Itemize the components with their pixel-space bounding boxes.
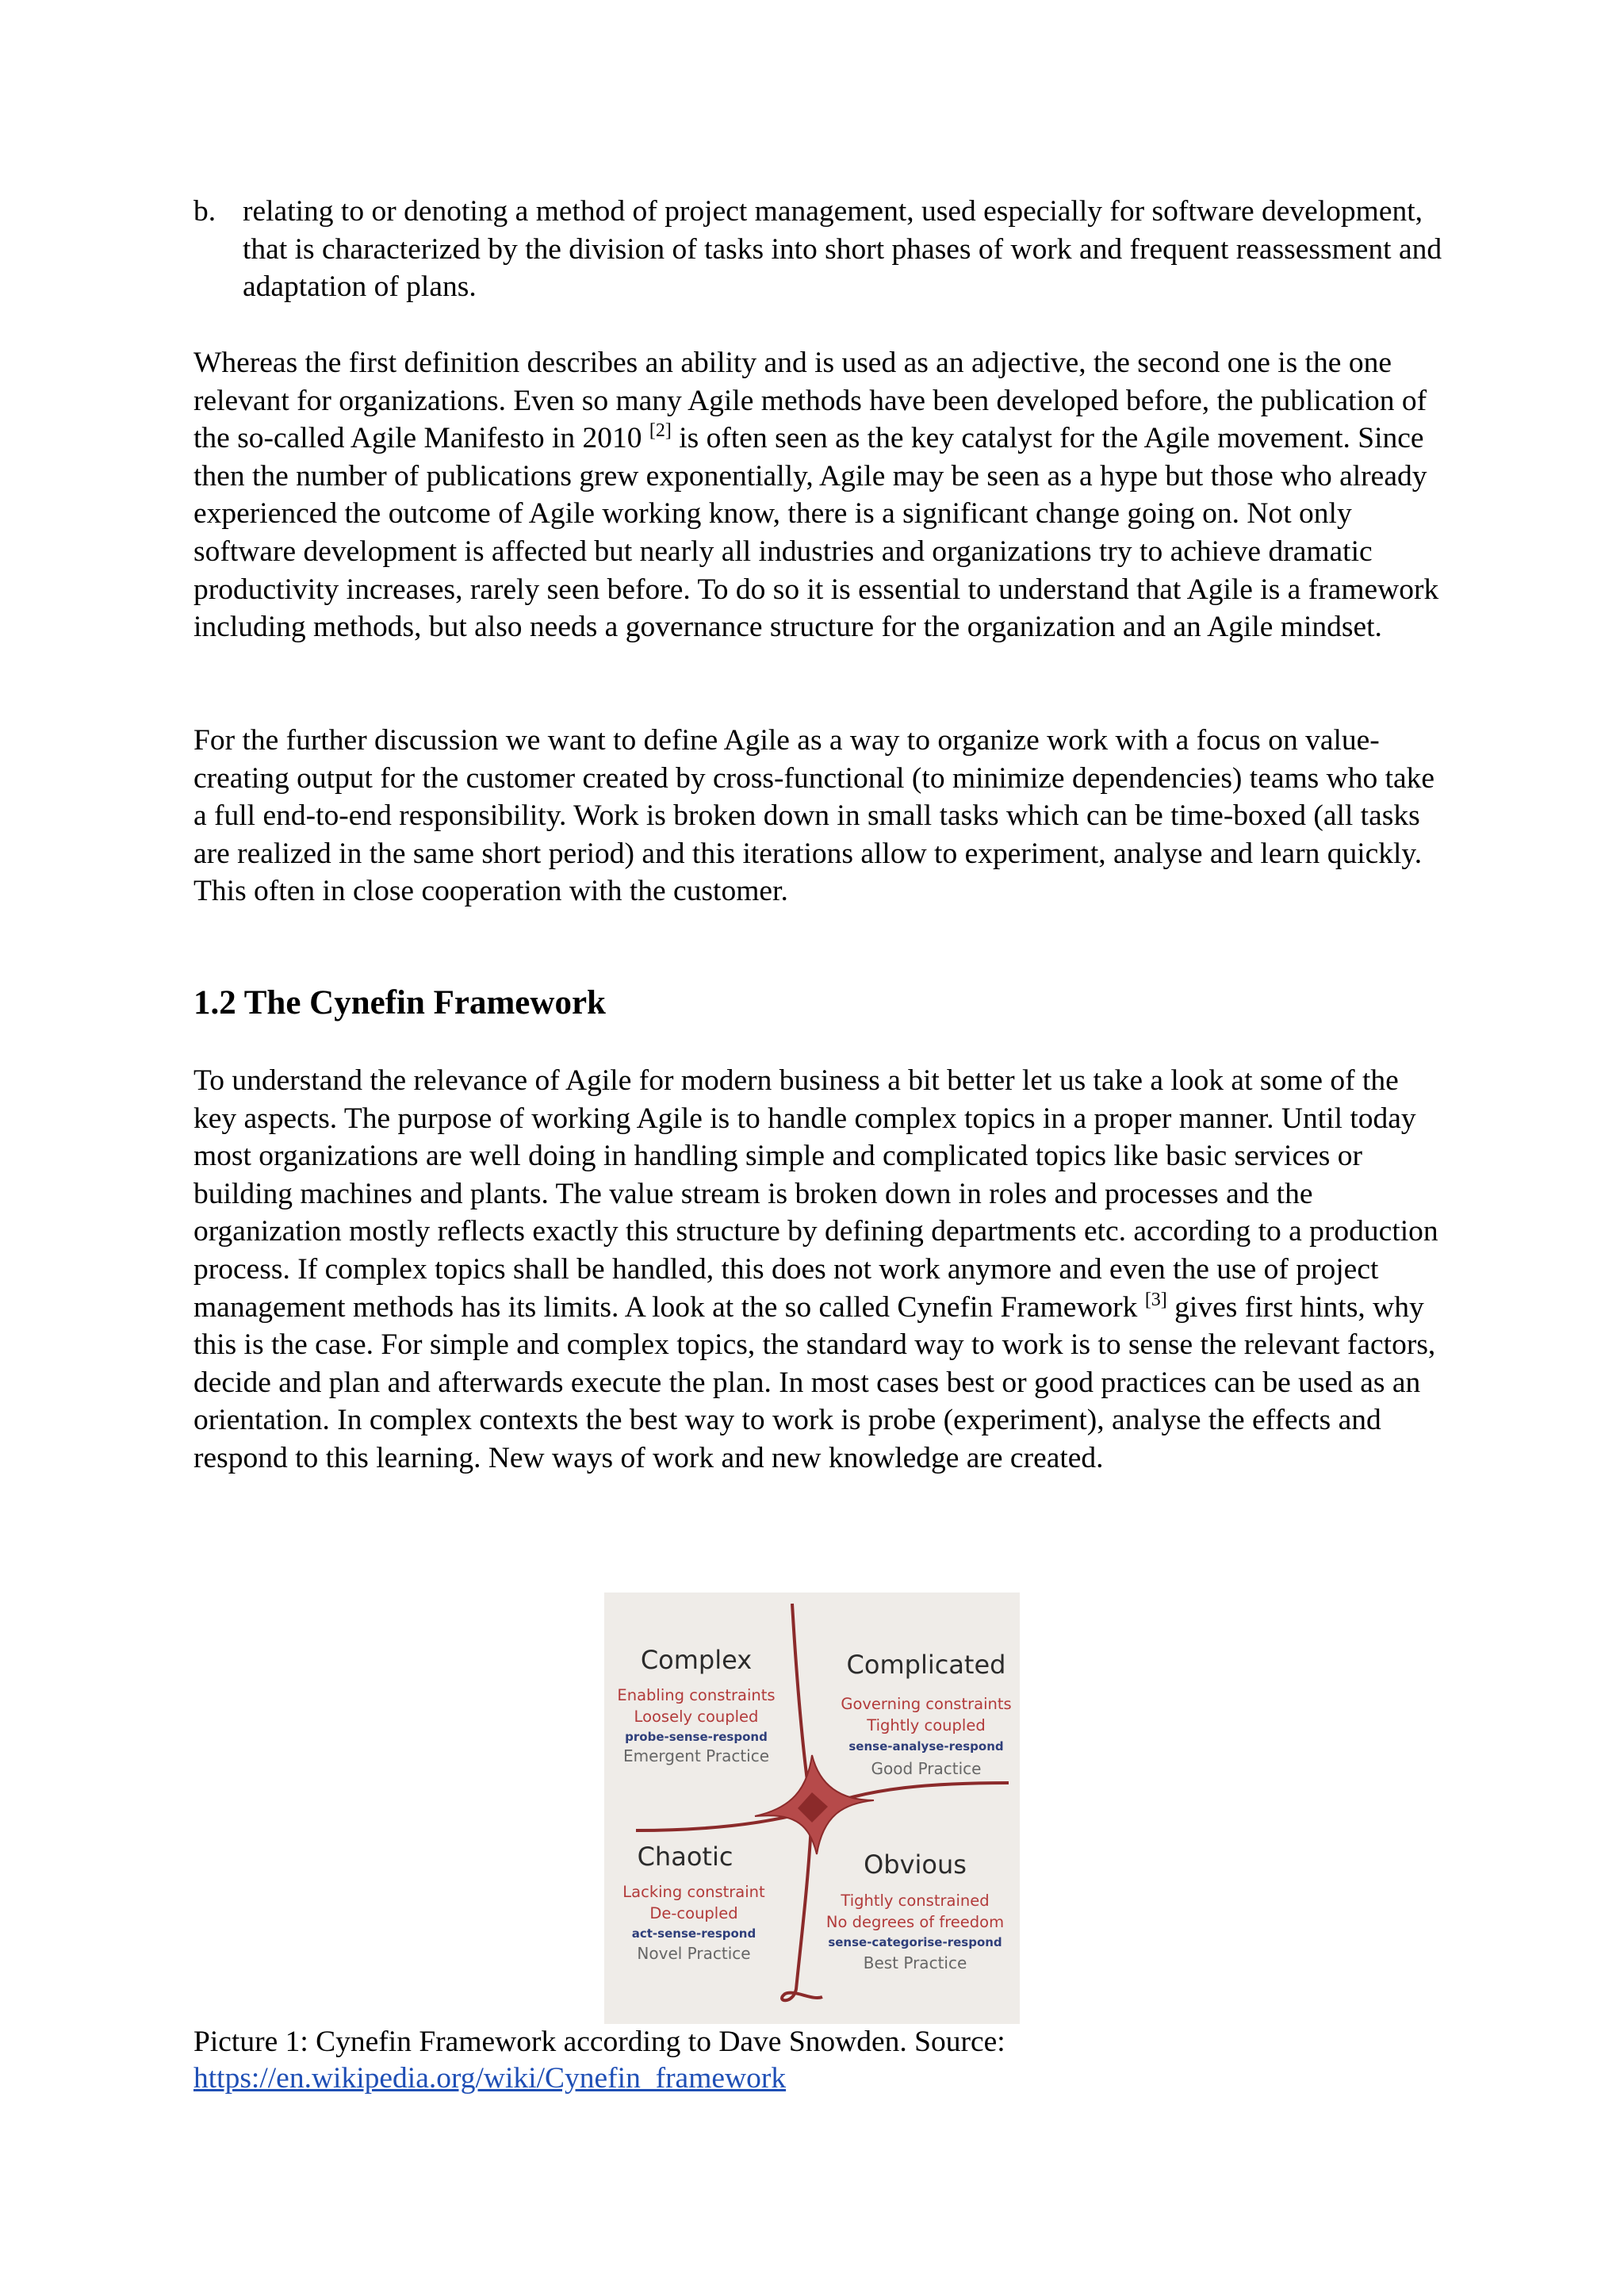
- chaotic-line1: Lacking constraint: [622, 1883, 765, 1901]
- paragraph-text: For the further discussion we want to define Agile as a way to organize work with a focus on value-creating output for the customer created by cross-functional (to minimize dependencies) teams who take a full end-to-end responsibility. Work is broken down in small tasks which can be time-boxed (all tasks are realized in the same short period) and this iterations allow to experiment, analyse and learn quickly. This often in close cooperation with the customer.: [193, 724, 1435, 908]
- complicated-line1: Governing constraints: [841, 1695, 1012, 1713]
- chaotic-line4: Novel Practice: [637, 1944, 751, 1963]
- figure-caption: [193, 2024, 1383, 2097]
- paragraph-agile-manifesto: [193, 344, 1446, 646]
- complicated-line2: Tightly coupled: [867, 1716, 986, 1734]
- caption-text: Picture 1: Cynefin Framework according to Dave Snowden. Source:: [193, 2026, 1005, 2058]
- cynefin-figure: [604, 1593, 1020, 2024]
- cynefin-diagram: [604, 1593, 1020, 2024]
- complicated-title: Complicated: [846, 1650, 1006, 1680]
- reference-3: [3]: [1144, 1289, 1167, 1310]
- paragraph-agile-definition: [193, 722, 1446, 910]
- list-item-text: relating to or denoting a method of project management, used especially for software development, that is characterized by the division of tasks into short phases of work and frequent reassessment and adaptation of plans.: [243, 195, 1442, 304]
- obvious-line1: Tightly constrained: [841, 1892, 990, 1910]
- complex-line2: Loosely coupled: [634, 1708, 759, 1726]
- paragraph-text: To understand the relevance of Agile for modern business a bit better let us take a look at some of the key aspects. The purpose of working Agile is to handle complex topics in a proper manner. Until today most organizations are well doing in handling simple and complicated topics like basic services or building machines and plants. The value stream is broken down in roles and processes and the organization mostly reflects exactly this structure by defining departments etc. according to a production process. If complex topics shall be handled, this does not work anymore and even the use of project management methods has its limits. A look at the so called Cynefin Framework: [193, 1064, 1438, 1324]
- paragraph-cynefin: [193, 1062, 1446, 1478]
- chaotic-line2: De-coupled: [649, 1904, 738, 1922]
- source-link[interactable]: https://en.wikipedia.org/wiki/Cynefin_framework: [193, 2062, 787, 2095]
- reference-2: [2]: [649, 420, 672, 442]
- paragraph-text: Whereas the first definition describes an ability and is used as an adjective, the second one is the one relevant for organizations. Even so many Agile methods have been developed before, the publication of the so-called Agile Manifesto in 2010: [193, 347, 1427, 455]
- list-marker: b.: [193, 195, 216, 228]
- chaotic-title: Chaotic: [637, 1842, 733, 1872]
- obvious-line4: Best Practice: [863, 1953, 967, 1972]
- obvious-title: Obvious: [864, 1849, 967, 1880]
- complex-line1: Enabling constraints: [617, 1686, 776, 1704]
- complicated-line3: sense-analyse-respond: [848, 1739, 1004, 1754]
- complex-line4: Emergent Practice: [622, 1746, 770, 1765]
- complex-line3: probe-sense-respond: [625, 1730, 768, 1744]
- paragraph-text: gives first hints, why this is the case. For simple and complex topics, the standard way to work is to sense the relevant factors, decide and plan and afterwards execute the plan. In most cases best or good practices can be used as an orientation. In complex contexts the best way to work is probe (experiment), analyse the effects and respond to this learning. New ways of work and new knowledge are created.: [193, 1290, 1436, 1474]
- list-item-b: [193, 193, 1446, 306]
- obvious-line3: sense-categorise-respond: [828, 1935, 1002, 1949]
- section-heading: 1.2 The Cynefin Framework: [193, 984, 606, 1022]
- complex-title: Complex: [640, 1645, 753, 1675]
- complicated-line4: Good Practice: [871, 1759, 982, 1778]
- chaotic-line3: act-sense-respond: [631, 1926, 756, 1941]
- obvious-line2: No degrees of freedom: [825, 1913, 1005, 1931]
- paragraph-text: is often seen as the key catalyst for the Agile movement. Since then the number of publications grew exponentially, Agile may be seen as a hype but those who already experienced the outcome of Agile working know, there is a significant change going on. Not only software development is affected but nearly all industries and organizations try to achieve dramatic productivity increases, rarely seen before. To do so it is essential to understand that Agile is a framework including methods, but also needs a governance structure for the organization and an Agile mindset.: [193, 422, 1439, 644]
